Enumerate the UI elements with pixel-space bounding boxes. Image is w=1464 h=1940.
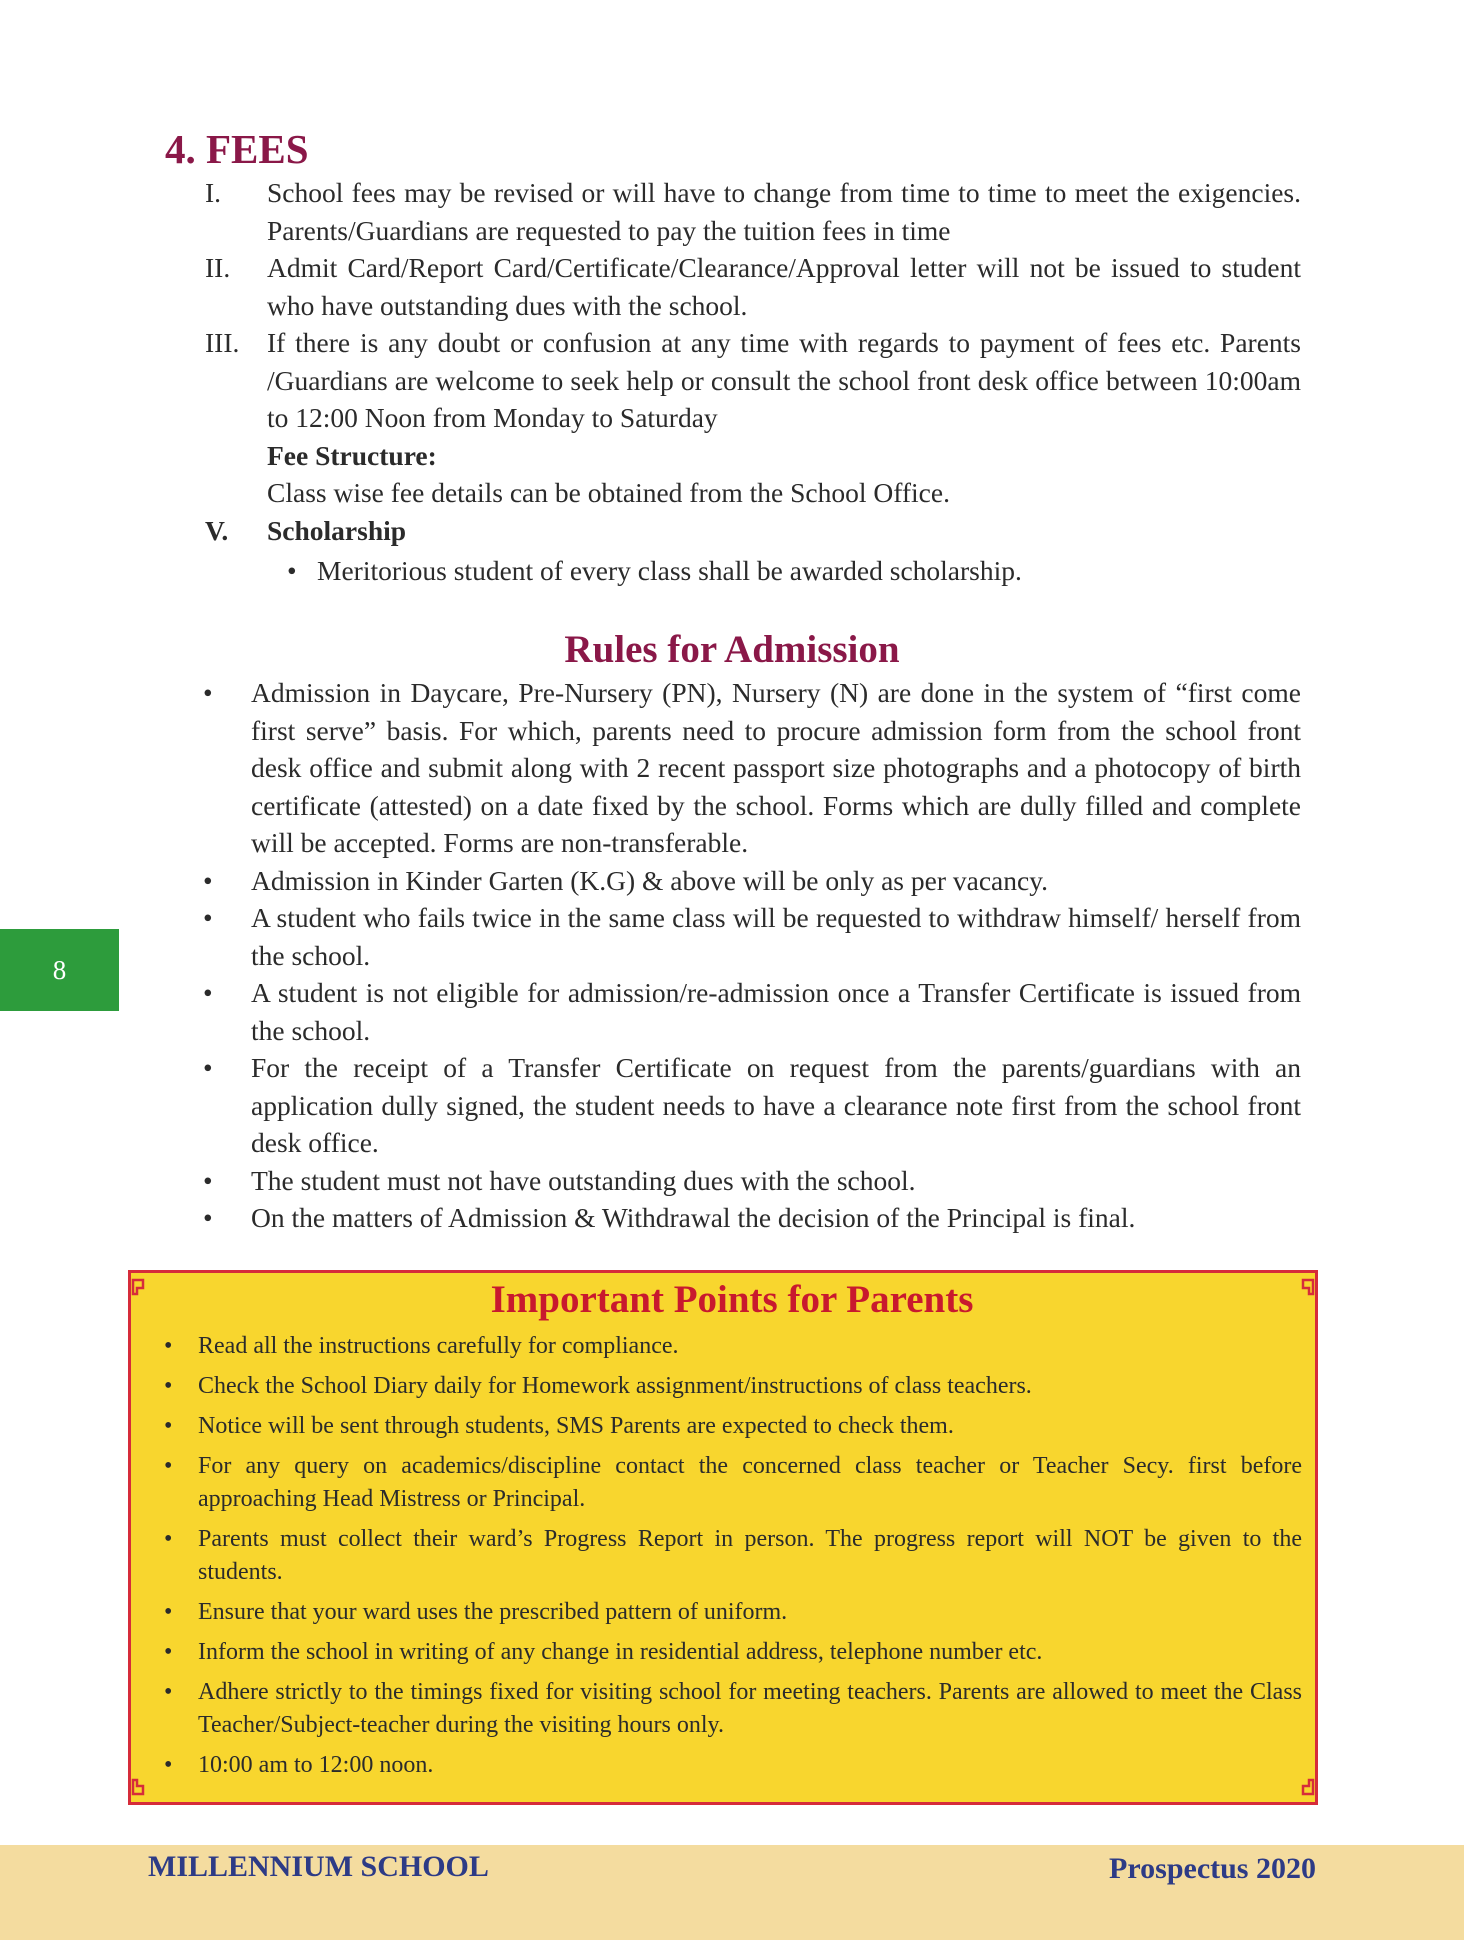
fee-item [205,249,1301,324]
point-text: Adhere strictly to the timings fixed for visiting school for meeting teachers. Parents are allowed to meet the Class Teacher/Subject-teacher during the visiting hours only. [198,1679,1302,1738]
fee-item-text: If there is any doubt or confusion at any time with regards to payment of fees etc. Parents /Guardians are welcome to seek help or consult the school front desk office between 10:00am to 12:00 Noon from Monday to Saturday [267,327,1301,433]
fee-item-number: I. [205,177,222,208]
point-item [160,1749,1302,1782]
bullet-icon: • [203,902,213,933]
bullet-icon: • [203,1052,213,1083]
rule-item [195,899,1301,974]
fees-heading: 4. FEES [165,126,309,172]
fee-item [205,324,1301,437]
rule-text: The student must not have outstanding dues with the school. [251,1164,916,1196]
point-text: For any query on academics/discipline contact the concerned class teacher or Teacher Secy. first before approaching Head Mistress or Principal. [198,1453,1302,1512]
point-item [160,1330,1302,1363]
rule-text: For the receipt of a Transfer Certificate on request from the parents/guardians with an application dully signed, the student needs to have a clearance note first from the school front desk office. [251,1052,1301,1158]
scholarship-label: Scholarship [267,514,407,546]
rule-text: A student is not eligible for admission/re-admission once a Transfer Certificate is issued from the school. [251,977,1301,1046]
fee-structure-text: Class wise fee details can be obtained from the School Office. [267,477,950,508]
bullet-icon: • [164,1373,173,1399]
fee-item [205,174,1301,249]
rule-item [195,674,1301,862]
scholarship-bullet-item [267,552,1301,590]
point-item [160,1450,1302,1516]
prospectus-title: Prospectus 2020 [1109,1852,1316,1885]
scholarship-number: V. [205,514,229,546]
bullet-icon: • [164,1333,173,1359]
corner-ornament-icon [131,1776,151,1796]
bullet-icon: • [287,555,297,586]
point-text: Inform the school in writing of any change in residential address, telephone number etc. [198,1639,1043,1665]
point-item [160,1636,1302,1669]
point-item [160,1370,1302,1403]
point-text: Ensure that your ward uses the prescribed pattern of uniform. [198,1599,788,1625]
bullet-icon: • [164,1599,173,1625]
fees-list [205,174,1301,590]
bullet-icon: • [164,1526,173,1552]
points-heading: Important Points for Parents [490,1278,974,1321]
fee-item-text: Admit Card/Report Card/Certificate/Clearance/Approval letter will not be issued to student who have outstanding dues with the school. [267,252,1301,321]
point-text: Read all the instructions carefully for compliance. [198,1333,679,1359]
fee-item-number: III. [205,327,240,358]
point-text: Check the School Diary daily for Homework assignment/instructions of class teachers. [198,1373,1032,1399]
point-item [160,1676,1302,1742]
page-number-tab [0,929,119,1011]
point-text: Notice will be sent through students, SMS Parents are expected to check them. [198,1413,954,1439]
point-text: 10:00 am to 12:00 noon. [198,1752,434,1778]
scholarship-item [205,512,1301,550]
rule-item [195,974,1301,1049]
point-item [160,1596,1302,1629]
bullet-icon: • [164,1639,173,1665]
rule-text: A student who fails twice in the same class will be requested to withdraw himself/ herself from the school. [251,902,1301,971]
rules-list [195,674,1301,1237]
fee-item-text: School fees may be revised or will have to change from time to time to meet the exigencies. Parents/Guardians are requested to pay the tuition fees in time [267,177,1301,246]
rule-item [195,862,1301,900]
scholarship-bullet-text: Meritorious student of every class shall be awarded scholarship. [317,555,1022,586]
point-text: Parents must collect their ward’s Progress Report in person. The progress report will NOT be given to the students. [198,1526,1302,1585]
school-name: MILLENNIUM SCHOOL [148,1850,489,1883]
rule-item [195,1049,1301,1162]
rule-text: Admission in Daycare, Pre-Nursery (PN), Nursery (N) are done in the system of “first come first serve” basis. For which, parents need to procure admission form from the school front desk office and submit along with 2 recent passport size photographs and a photocopy of birth certificate (attested) on a date fixed by the school. Forms which are dully filled and complete will be accepted. Forms are non-transferable. [251,677,1301,858]
rule-text: Admission in Kinder Garten (K.G) & above will be only as per vacancy. [251,864,1049,896]
bullet-icon: • [164,1752,173,1778]
rules-heading: Rules for Admission [564,628,900,671]
point-item [160,1523,1302,1589]
bullet-icon: • [203,1202,213,1233]
page-number: 8 [52,954,67,985]
bullet-icon: • [203,1164,213,1196]
fee-item-number: II. [205,252,231,283]
rule-item [195,1162,1301,1200]
rule-text: On the matters of Admission & Withdrawal the decision of the Principal is final. [251,1202,1136,1233]
rule-item [195,1199,1301,1237]
bullet-icon: • [203,864,213,896]
points-list [160,1330,1302,1789]
bullet-icon: • [203,977,213,1008]
bullet-icon: • [203,677,213,708]
bullet-icon: • [164,1679,173,1705]
bullet-icon: • [164,1413,173,1439]
point-item [160,1410,1302,1443]
bullet-icon: • [164,1453,173,1479]
fee-structure-label: Fee Structure: [267,439,437,471]
